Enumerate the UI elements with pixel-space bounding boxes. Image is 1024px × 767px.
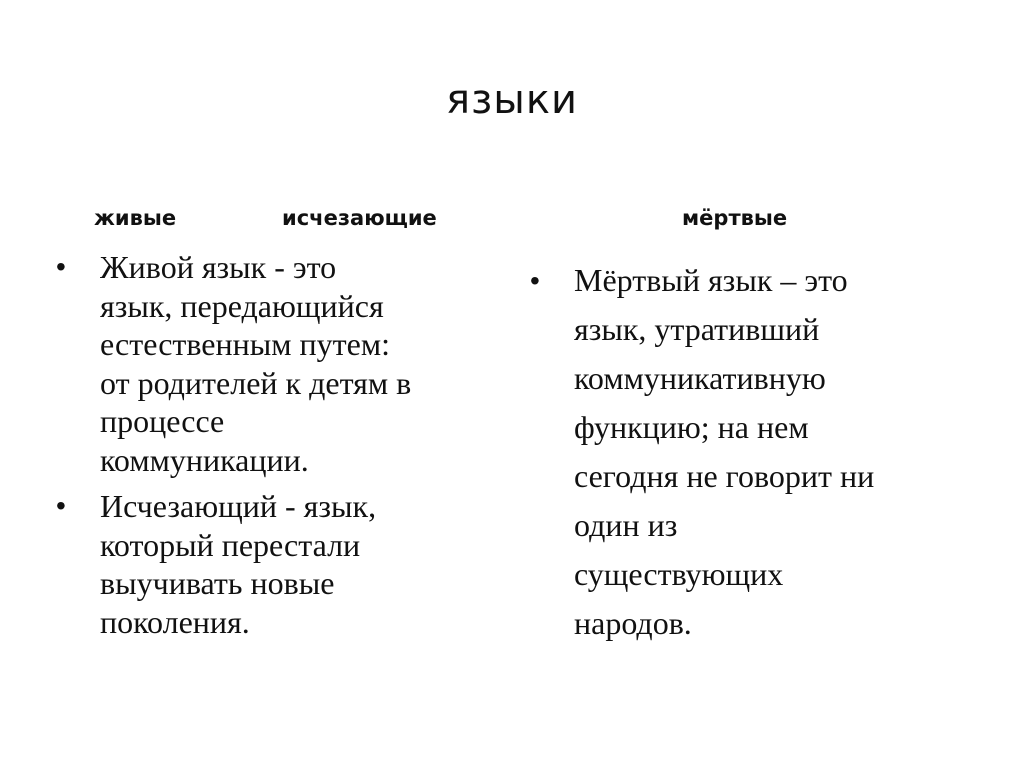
heading-dead: мёртвые xyxy=(682,206,788,230)
right-column xyxy=(530,256,970,656)
bullet-dot-icon: • xyxy=(530,265,540,296)
bullet-text-dead: Мёртвый язык – это язык, утративший коммуникативную функцию; на нем сегодня не говорит ни один из существующих народов. xyxy=(574,262,875,641)
heading-live: живые xyxy=(94,206,177,230)
bullet-item-live xyxy=(56,248,496,479)
bullet-dot-icon: • xyxy=(56,490,66,521)
heading-vanishing: исчезающие xyxy=(282,206,437,230)
slide-title: языки xyxy=(445,77,579,123)
bullet-dot-icon: • xyxy=(56,251,66,282)
bullet-text-live: Живой язык - это язык, передающийся естественным путем: от родителей к детям в процессе коммуникации. xyxy=(100,249,412,478)
bullet-item-dead xyxy=(530,256,970,648)
left-column xyxy=(56,248,496,649)
bullet-text-vanishing: Исчезающий - язык, который перестали выучивать новые поколения. xyxy=(100,488,377,640)
bullet-item-vanishing xyxy=(56,487,496,641)
